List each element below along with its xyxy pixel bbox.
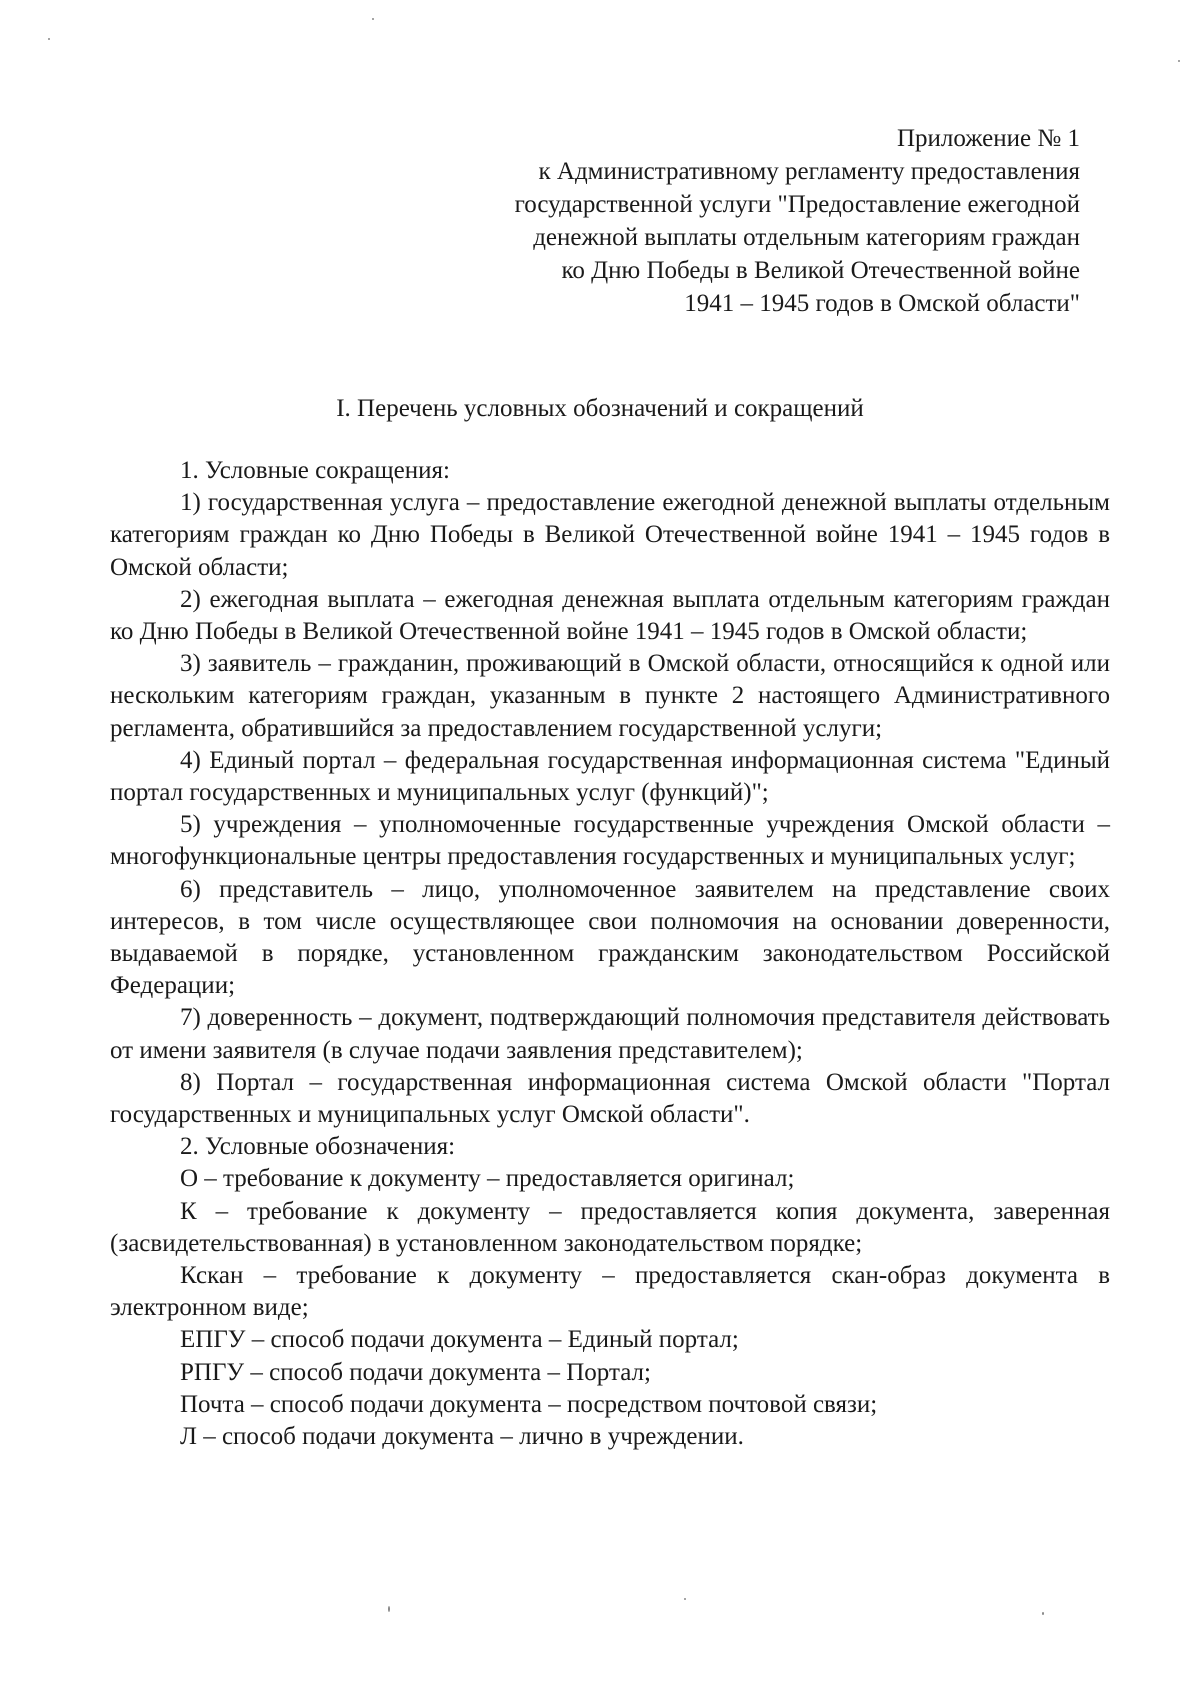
appendix-line: 1941 – 1945 годов в Омской области" [684, 290, 1080, 317]
paragraph-symbol-kskan: Кскан – требование к документу – предоставляется скан-образ документа в электронном виде; [110, 1262, 1110, 1322]
paragraph-item-7: 7) доверенность – документ, подтверждающий полномочия представителя действовать от имени заявителя (в случае подачи заявления представителем); [110, 1004, 1110, 1064]
document-body [110, 455, 1110, 1453]
appendix-line: ко Дню Победы в Великой Отечественной войне [561, 257, 1080, 284]
appendix-line: государственной услуги "Предоставление ежегодной [514, 191, 1080, 218]
appendix-line: Приложение № 1 [896, 125, 1080, 152]
paragraph-item-1: 1) государственная услуга – предоставление ежегодной денежной выплаты отдельным категориям граждан ко Дню Победы в Великой Отечественной войне 1941 – 1945 годов в Омской области; [110, 489, 1110, 581]
paragraph-item-3: 3) заявитель – гражданин, проживающий в Омской области, относящийся к одной или нескольким категориям граждан, указанным в пункте 2 настоящего Административного регламента, обратившийся за предоставлением государственной услуги; [110, 650, 1110, 742]
paragraph-symbol-epgu: ЕПГУ – способ подачи документа – Единый портал; [180, 1326, 739, 1354]
paragraph-item-2: 2) ежегодная выплата – ежегодная денежная выплата отдельным категориям граждан ко Дню Победы в Великой Отечественной войне 1941 – 1945 годов в Омской области; [110, 585, 1110, 646]
paragraph-symbol-l: Л – способ подачи документа – лично в учреждении. [180, 1423, 744, 1451]
appendix-line: к Административному регламенту предоставления [538, 158, 1080, 185]
section-title: I. Перечень условных обозначений и сокращений [336, 395, 864, 422]
paragraph-item-5: 5) учреждения – уполномоченные государственные учреждения Омской области – многофункциональные центры предоставления государственных и муниципальных услуг; [110, 811, 1110, 871]
paragraph-symbol-k: К – требование к документу – предоставляется копия документа, заверенная (засвидетельствованная) в установленном законодательством порядке; [110, 1197, 1110, 1257]
appendix-line: денежной выплаты отдельным категориям граждан [533, 224, 1080, 251]
appendix-header [380, 122, 1080, 320]
paragraph-symbol-rpgu: РПГУ – способ подачи документа – Портал; [180, 1358, 651, 1386]
paragraph-symbol-pochta: Почта – способ подачи документа – посредством почтовой связи; [180, 1390, 878, 1418]
paragraph-abbreviations-heading: 1. Условные сокращения: [180, 457, 450, 484]
paragraph-symbols-heading: 2. Условные обозначения: [180, 1133, 456, 1161]
paragraph-item-8: 8) Портал – государственная информационная система Омской области "Портал государственных и муниципальных услуг Омской области". [110, 1068, 1110, 1129]
paragraph-symbol-o: О – требование к документу – предоставляется оригинал; [180, 1165, 795, 1193]
paragraph-item-4: 4) Единый портал – федеральная государственная информационная система "Единый портал государственных и муниципальных услуг (функций)"; [110, 746, 1110, 807]
paragraph-item-6: 6) представитель – лицо, уполномоченное заявителем на представление своих интересов, в том числе осуществляющее свои полномочия на основании доверенности, выдаваемой в порядке, установленном гражданским законодательством Российской Федерации; [110, 875, 1110, 1000]
